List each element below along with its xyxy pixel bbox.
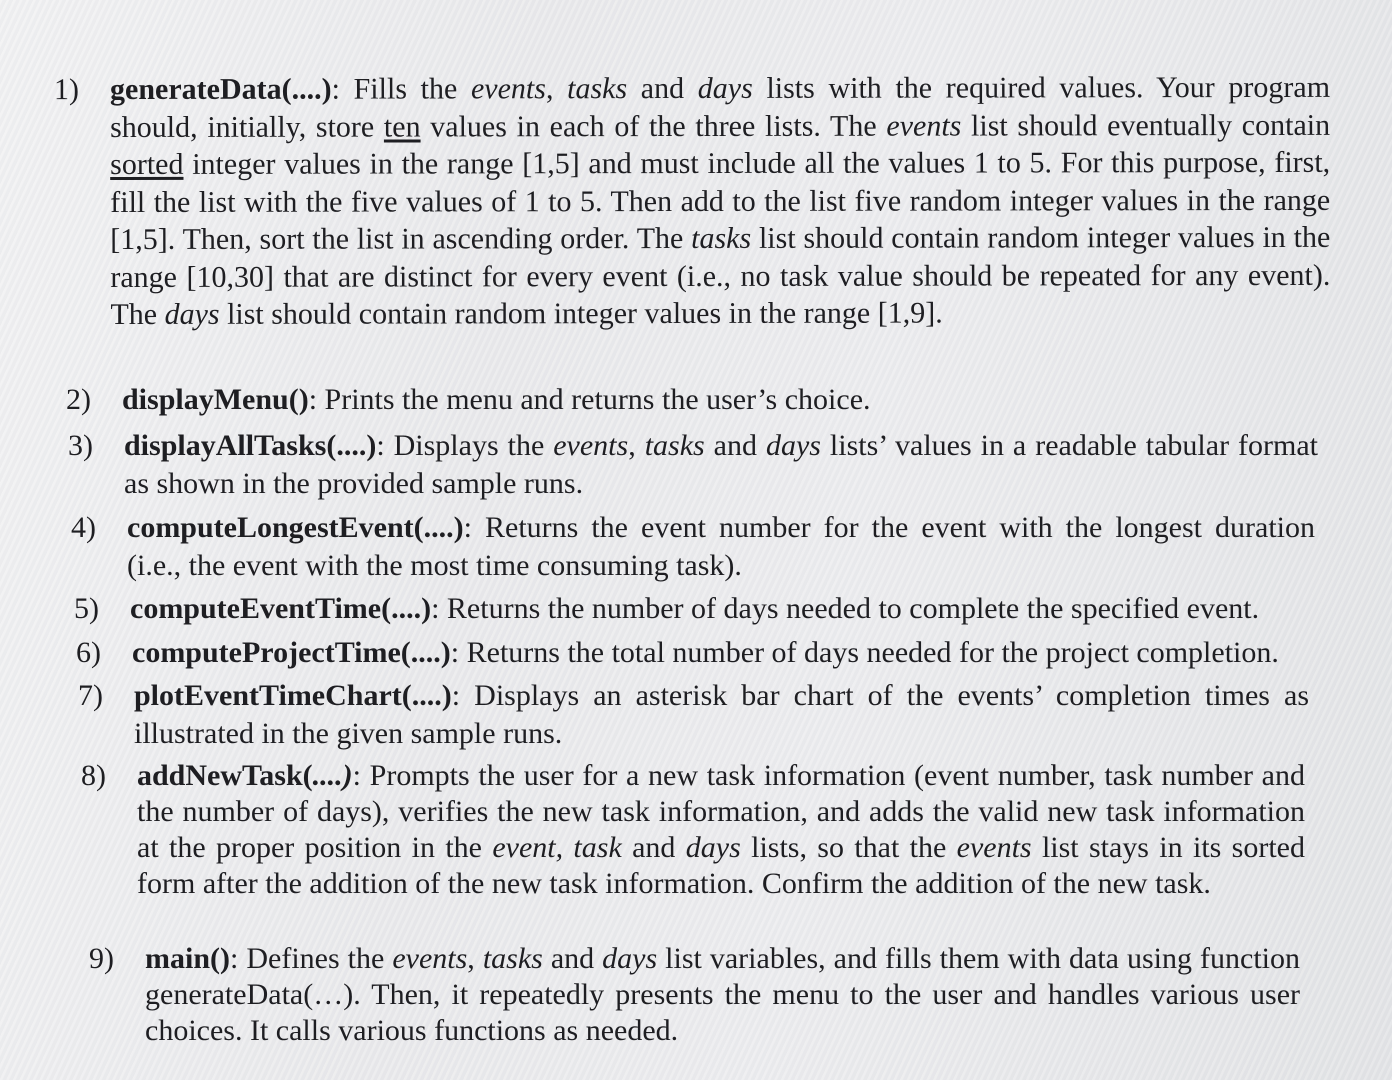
function-name: displayAllTasks(....)	[124, 429, 377, 462]
function-name: computeLongestEvent(....)	[127, 511, 464, 544]
list-item-6: 6) computeProjectTime(....): Returns the total number of days needed for the project completion.	[132, 634, 1312, 672]
function-name: addNewTask(	[137, 759, 313, 792]
list-item-4: 4) computeLongestEvent(....): Returns the event number for the event with the longest duration (i.e., the event with the most time consuming task).	[71, 511, 1315, 582]
list-item-3: 3) displayAllTasks(....): Displays the events, tasks and days lists’ values in a readable tabular format as shown in the provided sample runs.	[68, 429, 1318, 500]
function-name: displayMenu()	[122, 383, 309, 416]
function-name: generateData(....)	[110, 72, 332, 106]
item-number: 5)	[74, 592, 99, 625]
function-name: main()	[145, 942, 230, 975]
item-number: 6)	[76, 636, 101, 669]
item-number: 8)	[81, 759, 106, 792]
item-number: 2)	[66, 383, 91, 416]
item-number: 9)	[89, 942, 114, 975]
list-item-7: 7) plotEventTimeChart(....): Displays an asterisk bar chart of the events’ completion times as illustrated in the given sample runs.	[78, 679, 1309, 750]
item-number: 1)	[54, 73, 80, 107]
item-number: 3)	[68, 429, 93, 462]
list-item-5: 5) computeEventTime(....): Returns the number of days needed to complete the specified event.	[130, 590, 1310, 628]
list-item-8: 8) addNewTask(....): Prompts the user for a new task information (event number, task number and the number of days), verifies the new task information, and adds the valid new task information at the proper position in the event, task and days lists, so that the events list stays in its sorted form after the addition of the new task information. Confirm the addition of the new task.	[81, 759, 1305, 900]
function-name: plotEventTimeChart(....)	[134, 679, 452, 712]
item-number: 7)	[78, 679, 103, 712]
list-item-2: 2) displayMenu(): Prints the menu and returns the user’s choice.	[122, 381, 1317, 419]
list-item-1: 1) generateData(....): Fills the events, tasks and days lists with the required values. Your program should, initially, store ten values in each of the three lists. The events list should eventually contain sorted integer values in the range [1,5] and must include all the values 1 to 5. For this purpose, first, fill the list with the five values of 1 to 5. Then add to the list five random integer values in the range [1,5]. Then, sort the list in ascending order. The tasks list should contain random integer values in the range [10,30] that are distinct for every event (i.e., no task value should be repeated for any event). The days list should contain random integer values in the range [1,9].	[54, 70, 1331, 331]
function-name: computeProjectTime(....)	[132, 636, 451, 669]
function-name: computeEventTime(....)	[130, 592, 432, 625]
list-item-9: 9) main(): Defines the events, tasks and days list variables, and fills them with data using function generateData(…). Then, it repeatedly presents the menu to the user and handles various user choices. It calls various functions as needed.	[89, 942, 1300, 1047]
item-number: 4)	[71, 511, 96, 544]
